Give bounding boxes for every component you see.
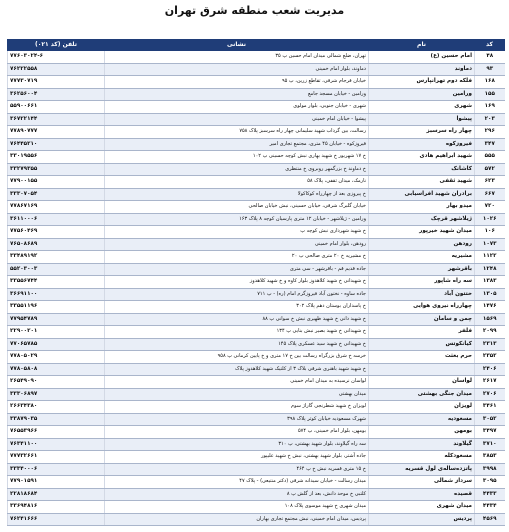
row-name: فیروزکوه bbox=[369, 138, 475, 151]
row-name: میدان شهید خیرپور bbox=[369, 226, 475, 239]
row-code: ۵۷۲ bbox=[475, 163, 505, 176]
row-name: فلکه دوم تهرانپارس bbox=[369, 76, 475, 89]
row-address: سه راه گیلاوند، بلوار شهید بهشتی، پ ۳۱۰ bbox=[105, 438, 369, 451]
table-row bbox=[8, 213, 505, 226]
table-row bbox=[8, 476, 505, 489]
row-phone: ۳۳۲۷۹۳۵۵ bbox=[8, 163, 105, 176]
row-phone: ۲۶۵۴۹۰۹۰ bbox=[8, 376, 105, 389]
table-row bbox=[8, 501, 505, 514]
row-phone: ۷۷۸۹۰۷۷۷ bbox=[8, 126, 105, 139]
row-phone: ۷۷۷۳۲۶۶۱ bbox=[8, 451, 105, 464]
table-row bbox=[8, 51, 505, 64]
row-code: ۱۲۴۸ bbox=[475, 263, 505, 276]
row-name: مسعودکله bbox=[369, 451, 475, 464]
row-code: ۲۳۱۳ bbox=[475, 338, 505, 351]
row-code: ۳۰۹۵ bbox=[475, 476, 505, 489]
row-code: ۴۸ bbox=[475, 51, 505, 64]
table-row bbox=[8, 313, 505, 326]
row-phone: ۷۷۹۰۱۵۹۱ bbox=[8, 476, 105, 489]
row-phone: ۳۳۵۵۱۱۹۶ bbox=[8, 301, 105, 314]
row-code: ۳۸۵۳ bbox=[475, 451, 505, 464]
row-name: مسعودیه bbox=[369, 413, 475, 426]
row-address: میدان رسالت - خیابان سیدانه شرقی (دکتر منتیعی) - پلاک ۴۷ bbox=[105, 476, 369, 489]
row-code: ۳۹۹۸ bbox=[475, 463, 505, 476]
row-address: خ شهیدانی خ شهید کلاهدوز بلوار کاوه و خ شهید کلاهدوز bbox=[105, 276, 369, 289]
row-phone: ۳۳۰۱۹۵۵۶ bbox=[8, 151, 105, 164]
row-address: خ پاسداران بوستان دهم پلاک ۳۰۲ bbox=[105, 301, 369, 314]
table-row bbox=[8, 251, 505, 264]
table-row bbox=[8, 163, 505, 176]
row-code: ۷۲۰ bbox=[475, 201, 505, 214]
row-code: ۱۰۶ bbox=[475, 226, 505, 239]
table-row bbox=[8, 151, 505, 164]
row-name: شهید ابراهیم هادی bbox=[369, 151, 475, 164]
header-address: نشانی bbox=[105, 40, 369, 51]
row-code: ۲۶۱۷ bbox=[475, 376, 505, 389]
row-name: گیلاوند bbox=[369, 438, 475, 451]
row-code: ۶۶۷ bbox=[475, 188, 505, 201]
row-phone: ۳۶۷۲۲۱۴۴ bbox=[8, 113, 105, 126]
row-address: خ پیروزی بعد از چهارراه کوکاکولا bbox=[105, 188, 369, 201]
table-row bbox=[8, 488, 505, 501]
row-code: ۱۳۸۳ bbox=[475, 276, 505, 289]
row-name: لواسان bbox=[369, 376, 475, 389]
row-phone: ۷۷۵۶۰۴۶۹ bbox=[8, 226, 105, 239]
table-body bbox=[8, 51, 505, 526]
row-code: ۳۴۶۱ bbox=[475, 401, 505, 414]
row-code: ۲۹۶ bbox=[475, 126, 505, 139]
row-code: ۲۷۰۶ bbox=[475, 388, 505, 401]
row-code: ۴۴۳۳ bbox=[475, 488, 505, 501]
row-name: میدان جنگی بهشتی bbox=[369, 388, 475, 401]
row-name: پردیس bbox=[369, 513, 475, 526]
row-code: ۲۴۰۶ bbox=[475, 363, 505, 376]
row-phone: ۷۷۸۰۵۰۲۹ bbox=[8, 351, 105, 364]
row-code: ۲۰۳ bbox=[475, 113, 505, 126]
row-phone: ۳۶۲۵۶۰۰۴ bbox=[8, 88, 105, 101]
row-address: جاده آشتر، بلوار شهید بهشتی، نبش خ شهید علیپور bbox=[105, 451, 369, 464]
table-row bbox=[8, 401, 505, 414]
table-row bbox=[8, 288, 505, 301]
row-code: ۱۰۲۶ bbox=[475, 213, 505, 226]
table-row bbox=[8, 513, 505, 526]
row-phone: ۳۳۵۵۶۷۴۴ bbox=[8, 276, 105, 289]
row-name: شهید ثقفی bbox=[369, 176, 475, 189]
row-phone: ۲۶۶۳۴۳۸۰ bbox=[8, 401, 105, 414]
row-address: رسالت، بین گرداب شهید سلیمانی چهار راه سرسبز پلاک ۷۵۸ bbox=[105, 126, 369, 139]
row-code: ۳۰۵۲ bbox=[475, 413, 505, 426]
row-code: ۳۴۷ bbox=[475, 138, 505, 151]
row-code: ۳۴۹۷ bbox=[475, 426, 505, 439]
header-code: کد bbox=[475, 40, 505, 51]
row-address: پیشوا - خیابان امام خمینی bbox=[105, 113, 369, 126]
table-row bbox=[8, 101, 505, 114]
table-row bbox=[8, 451, 505, 464]
row-code: ۳۷۱۰ bbox=[475, 438, 505, 451]
row-phone: ۷۶۲۴۱۶۶۶ bbox=[8, 513, 105, 526]
branches-table bbox=[7, 39, 505, 526]
row-phone: ۳۳۴۸۹۱۹۲ bbox=[8, 251, 105, 264]
row-phone: ۷۶۳۴۱۱۰۰ bbox=[8, 438, 105, 451]
row-address: خ شهیدانی خ شهید سید عسکری پلاک ۱۴۵ bbox=[105, 338, 369, 351]
row-code: ۱۱۲۲ bbox=[475, 251, 505, 264]
row-address: فیروزکوه - خیابان ۴۵ متری، مجتمع تجاری امیر bbox=[105, 138, 369, 151]
row-address: خیابان گلبرگ شرقی، خیابان حسینی، نبش خیابان صالحی bbox=[105, 201, 369, 214]
row-address: شهری - خیابان جنوبی، بلوار مولوی bbox=[105, 101, 369, 114]
row-code: ۱۳۰۵ bbox=[475, 288, 505, 301]
row-address: نارمک، میدان ثقفی، پلاک ۵۸ bbox=[105, 176, 369, 189]
row-address: لواسان نرسیده به میدان امام خمینی bbox=[105, 376, 369, 389]
header-phone: تلفن (کد ۰۲۱) bbox=[8, 40, 105, 51]
row-address: شهرک مسعودیه خیابان کوثر پلاک ۳۹۸ bbox=[105, 413, 369, 426]
table-row bbox=[8, 238, 505, 251]
row-code: ۴۵۶۹ bbox=[475, 513, 505, 526]
row-name: مشیریه bbox=[369, 251, 475, 264]
row-address: خرسه خ شرق بزرگراه رسالت بین خ ۱۷ متری و خ پایین کرمانی پ ۹۵۸ bbox=[105, 351, 369, 364]
row-name bbox=[369, 363, 475, 376]
row-name: چهار راه سرسبز bbox=[369, 126, 475, 139]
row-address: خ ۱۷ شهریور خ شهید بهاری نبش کوچه حسینی پ ۱۰۲ bbox=[105, 151, 369, 164]
table-row bbox=[8, 301, 505, 314]
row-name: سرداز شمالی bbox=[369, 476, 475, 489]
table-row bbox=[8, 463, 505, 476]
row-address: خ شهید دانی خ شهید ظهیری نبش خ سوانی پ ۸۸ bbox=[105, 313, 369, 326]
row-code: ۱۴۷۶ bbox=[475, 301, 505, 314]
row-name: چهارراه نیروی هوایی bbox=[369, 301, 475, 314]
row-code: ۹۳ bbox=[475, 63, 505, 76]
table-row bbox=[8, 138, 505, 151]
row-address: خ مشیریه خ ۲۰ متری صالحی پ ۲۰ bbox=[105, 251, 369, 264]
row-phone: ۳۳۶۹۴۸۱۶ bbox=[8, 501, 105, 514]
row-name: فلفر bbox=[369, 326, 475, 339]
row-address: خ ۱۵ متری قسریه نبش خ پ ۴۶۴ bbox=[105, 463, 369, 476]
row-name: سه راه شاپور bbox=[369, 276, 475, 289]
row-phone: ۷۶۵۰۸۶۸۹ bbox=[8, 238, 105, 251]
row-name: امام حسین (ع) bbox=[369, 51, 475, 64]
row-address: لویزان خ شهید شطرنجی گاراژ سوم bbox=[105, 401, 369, 414]
page-title: مدیریت شعب منطقه شرق تهران bbox=[164, 4, 345, 17]
table-row bbox=[8, 201, 505, 214]
row-phone: ۷۷۶۰۳۰۲۴-۶ bbox=[8, 51, 105, 64]
row-name: ختتون آباد bbox=[369, 288, 475, 301]
row-name: ورامین bbox=[369, 88, 475, 101]
row-address: جاده قدیم قم - باقرشهر - سی متری bbox=[105, 263, 369, 276]
table-row bbox=[8, 351, 505, 364]
row-phone: ۳۳۳۰۶۸۹۷ bbox=[8, 388, 105, 401]
table-row bbox=[8, 338, 505, 351]
row-code: ۱۵۶۹ bbox=[475, 313, 505, 326]
row-address: ورامین - خیابان مسجد جامع bbox=[105, 88, 369, 101]
row-address: جاده ساوه - نختون آباد فیروزگرم امام (ره) - پ ۷۱۱ bbox=[105, 288, 369, 301]
table-row bbox=[8, 188, 505, 201]
row-name: میدان شهری bbox=[369, 501, 475, 514]
row-name: بومهن bbox=[369, 426, 475, 439]
row-phone: ۵۵۲۰۳۰۰۳ bbox=[8, 263, 105, 276]
row-name: پاتزده‌ساله‌ی لول قسریه bbox=[369, 463, 475, 476]
row-name: کیانکوتس bbox=[369, 338, 475, 351]
row-phone: ۷۶۵۵۳۹۶۶ bbox=[8, 426, 105, 439]
table-row bbox=[8, 426, 505, 439]
table-row bbox=[8, 176, 505, 189]
row-name: کاشانک bbox=[369, 163, 475, 176]
table-row bbox=[8, 113, 505, 126]
row-address: خ دماوند خ بزرگمهر روبروی خ منتظری bbox=[105, 163, 369, 176]
table-header-row bbox=[8, 40, 505, 51]
table-row bbox=[8, 438, 505, 451]
row-address: میدان بهشتی bbox=[105, 388, 369, 401]
row-phone: ۷۷۹۰۰۱۵۵ bbox=[8, 176, 105, 189]
table-row bbox=[8, 388, 505, 401]
table-row bbox=[8, 276, 505, 289]
row-name: باقرشهر bbox=[369, 263, 475, 276]
table-row bbox=[8, 413, 505, 426]
row-phone: ۳۳۳۴۰۰۰۶ bbox=[8, 463, 105, 476]
row-address: میدان شهری خ شهید موسوی پلاک ۱۰۸ bbox=[105, 501, 369, 514]
row-code: ۴۴۳۴ bbox=[475, 501, 505, 514]
row-name: چمن و سامان bbox=[369, 313, 475, 326]
row-phone: ۳۶۶۹۱۱۰۰ bbox=[8, 288, 105, 301]
row-name: میدو بهار bbox=[369, 201, 475, 214]
row-phone: ۷۷۰۶۵۷۸۵ bbox=[8, 338, 105, 351]
row-name: شهری bbox=[369, 101, 475, 114]
table-row bbox=[8, 126, 505, 139]
row-address: دماوند، بلوار امام خمینی bbox=[105, 63, 369, 76]
header-name: نام bbox=[369, 40, 475, 51]
row-name: برادران شهید افراسیابی bbox=[369, 188, 475, 201]
row-code: ۱۵۵ bbox=[475, 88, 505, 101]
row-phone: ۷۶۲۲۲۵۵۸ bbox=[8, 63, 105, 76]
row-name: پیشوا bbox=[369, 113, 475, 126]
row-phone: ۷۷۷۳۰۷۱۹ bbox=[8, 76, 105, 89]
row-phone: ۷۶۴۴۵۲۱۰ bbox=[8, 138, 105, 151]
table-row bbox=[8, 88, 505, 101]
row-phone: ۳۳۸۷۹۰۳۵ bbox=[8, 413, 105, 426]
row-code: ۱۰۷۳ bbox=[475, 238, 505, 251]
row-phone: ۳۳۳۰۷۰۵۴ bbox=[8, 188, 105, 201]
row-address: خیابان فرجام شرقی، تقاطع زرین، پ ۹۵ bbox=[105, 76, 369, 89]
row-address: ورامین - ژیلاشهر - خیابان ۱۲ متری پارسیان کوچه ۸ پلاک ۱۶۳ bbox=[105, 213, 369, 226]
row-name: رودهن bbox=[369, 238, 475, 251]
row-phone: ۳۶۱۱۰۰۰۶ bbox=[8, 213, 105, 226]
row-code: ۱۶۸ bbox=[475, 76, 505, 89]
row-address: پردیس، میدان امام خمینی، نبش مجتمع تجاری بهاران bbox=[105, 513, 369, 526]
row-address: بومهن، بلوار امام خمینی، پ ۵۷۴ bbox=[105, 426, 369, 439]
table-row bbox=[8, 226, 505, 239]
row-code: ۶۲۳ bbox=[475, 176, 505, 189]
row-phone: ۲۲۹۰۰۲۰۱ bbox=[8, 326, 105, 339]
row-name: لویزان bbox=[369, 401, 475, 414]
row-phone: ۷۷۸۰۵۸۰۸ bbox=[8, 363, 105, 376]
table-row bbox=[8, 376, 505, 389]
table-row bbox=[8, 63, 505, 76]
table-row bbox=[8, 363, 505, 376]
row-code: ۵۵۵ bbox=[475, 151, 505, 164]
row-phone: ۲۲۸۱۸۶۸۴ bbox=[8, 488, 105, 501]
row-phone: ۷۷۸۶۷۱۶۹ bbox=[8, 201, 105, 214]
row-code: ۲۰۹۹ bbox=[475, 326, 505, 339]
row-code: ۲۳۵۲ bbox=[475, 351, 505, 364]
row-code: ۱۶۹ bbox=[475, 101, 505, 114]
row-address: خ شهید شهید باهنری شرقی بلاک ۳ از کلتیک شهید کلاهدوز پلاک bbox=[105, 363, 369, 376]
row-name: دماوند bbox=[369, 63, 475, 76]
row-name: ژیلاشهر قرچک bbox=[369, 213, 475, 226]
row-address: کلتبی خ موحد دانش، بعد از گلش پ ۸ bbox=[105, 488, 369, 501]
row-address: خ شهید شهرداری نبش کوچه پ bbox=[105, 226, 369, 239]
row-phone: ۵۵۹۰۰۶۶۱ bbox=[8, 101, 105, 114]
table-row bbox=[8, 263, 505, 276]
row-address: خ شهیدانی خ شهید بصیر نبش بنایی پ ۱۳۴ bbox=[105, 326, 369, 339]
row-address: تهران، ضلع شمالی میدان امام حسین پ ۳۵ bbox=[105, 51, 369, 64]
row-name: حرم بعثت bbox=[369, 351, 475, 364]
row-address: رودهن، بلوار امام خمینی bbox=[105, 238, 369, 251]
row-phone: ۷۷۹۵۴۷۸۹ bbox=[8, 313, 105, 326]
table-row bbox=[8, 326, 505, 339]
table-row bbox=[8, 76, 505, 89]
row-name: قصیده bbox=[369, 488, 475, 501]
